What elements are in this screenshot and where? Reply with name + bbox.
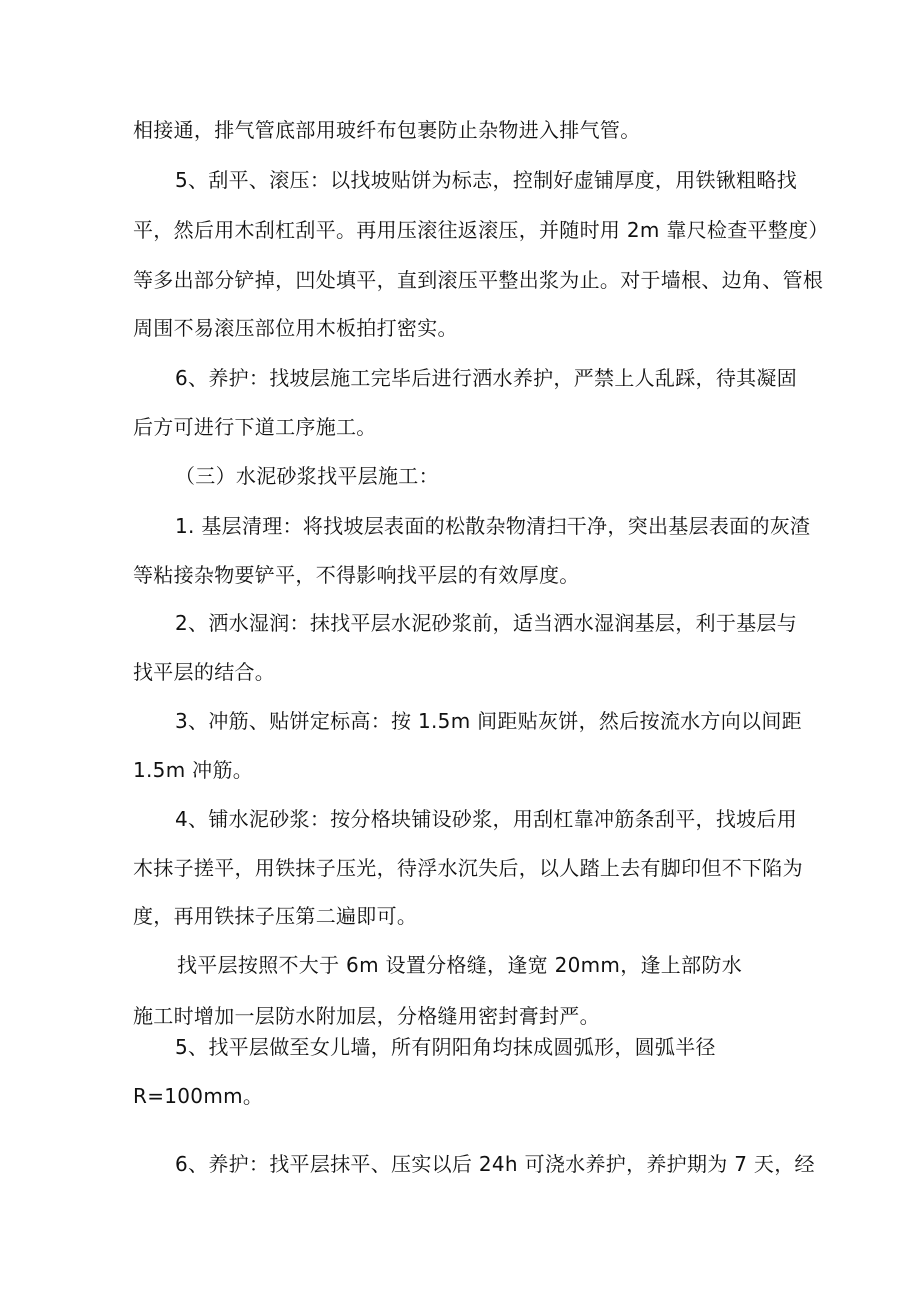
- text-line: 3、冲筋、贴饼定标高：按 1.5m 间距贴灰饼，然后按流水方向以间距: [175, 709, 802, 733]
- text-line: 1.5m 冲筋。: [133, 758, 254, 782]
- text-line: 施工时增加一层防水附加层，分格缝用密封膏封严。: [133, 1004, 600, 1028]
- text-line: 等粘接杂物要铲平，不得影响找平层的有效厚度。: [133, 563, 580, 587]
- text-line: 找平层按照不大于 6m 设置分格缝，逢宽 20mm，逢上部防水: [177, 953, 742, 977]
- text-line: 后方可进行下道工序施工。: [133, 415, 377, 439]
- text-line: 等多出部分铲掉，凹处填平，直到滚压平整出浆为止。对于墙根、边角、管根: [133, 268, 824, 292]
- text-line: 6、养护：找坡层施工完毕后进行洒水养护，严禁上人乱踩，待其凝固: [175, 366, 798, 390]
- section-heading: （三）水泥砂浆找平层施工：: [175, 464, 439, 488]
- text-line: 找平层的结合。: [133, 660, 276, 684]
- text-line: 周围不易滚压部位用木板拍打密实。: [133, 316, 458, 340]
- text-line: 1. 基层清理：将找坡层表面的松散杂物清扫干净，突出基层表面的灰渣: [175, 514, 811, 538]
- text-line: 相接通，排气管底部用玻纤布包裹防止杂物进入排气管。: [133, 118, 641, 142]
- text-line: 5、找平层做至女儿墙，所有阴阳角均抹成圆弧形，圆弧半径: [175, 1035, 716, 1059]
- text-line: 平，然后用木刮杠刮平。再用压滚往返滚压，并随时用 2m 靠尺检查平整度）: [133, 218, 829, 242]
- text-line: 6、养护：找平层抹平、压实以后 24h 可浇水养护，养护期为 7 天，经: [175, 1152, 815, 1176]
- text-line: R=100mm。: [133, 1084, 264, 1108]
- text-line: 2、洒水湿润：抹找平层水泥砂浆前，适当洒水湿润基层，利于基层与: [175, 611, 798, 635]
- text-line: 木抹子搓平，用铁抹子压光，待浮水沉失后，以人踏上去有脚印但不下陷为: [133, 856, 803, 880]
- text-line: 5、刮平、滚压：以找坡贴饼为标志，控制好虚铺厚度，用铁锹粗略找: [175, 168, 798, 192]
- text-line: 度，再用铁抹子压第二遍即可。: [133, 904, 418, 928]
- text-line: 4、铺水泥砂浆：按分格块铺设砂浆，用刮杠靠冲筋条刮平，找坡后用: [175, 807, 798, 831]
